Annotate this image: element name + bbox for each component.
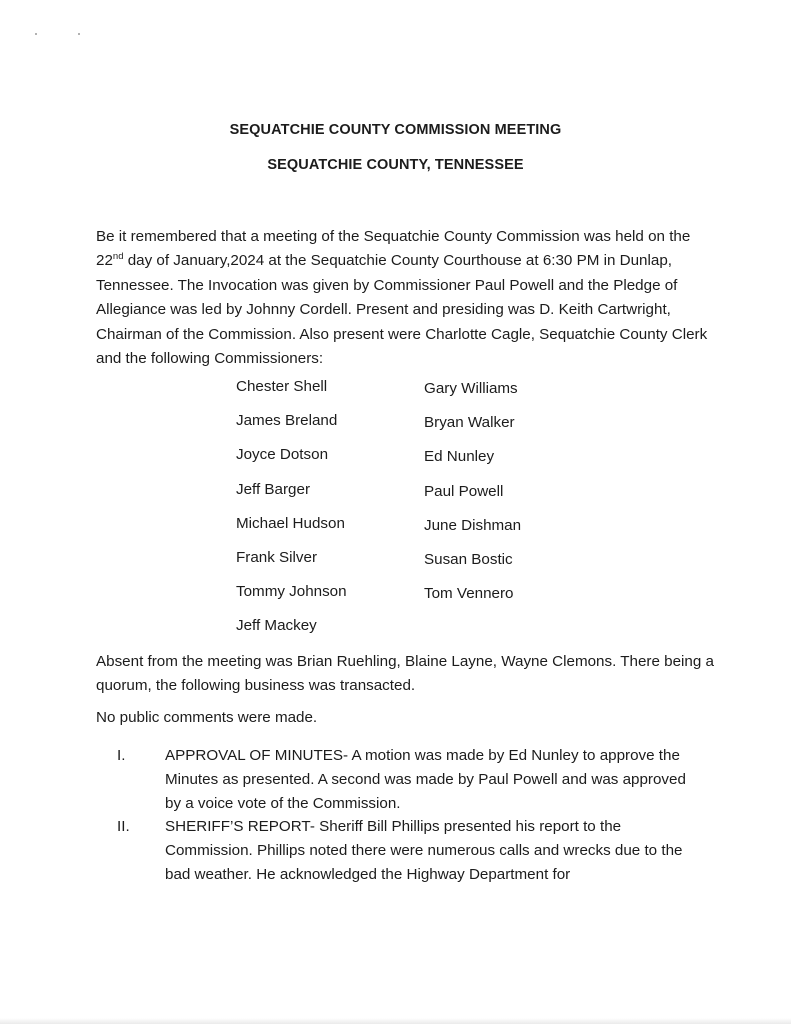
document-title: SEQUATCHIE COUNTY COMMISSION MEETING [229,122,562,138]
commissioner-name: Tommy Johnson [236,583,347,601]
commissioner-name: Frank Silver [236,548,318,566]
commissioner-column-left [236,375,347,649]
commissioner-name: Ed Nunley [424,448,495,466]
commissioner-name: James Breland [236,412,338,430]
commissioner-name: Chester Shell [236,378,328,395]
commissioner-name: Bryan Walker [424,414,515,432]
public-comments-paragraph: No public comments were made. [96,709,318,726]
ordinal-suffix: nd [112,251,124,263]
commissioner-name: Joyce Dotson [236,446,329,464]
absent-paragraph: Absent from the meeting was Brian Ruehling, Blaine Layne, Wayne Clemons. There being a quorum, the following business was transacted. [96,653,714,695]
scan-speck [35,33,37,35]
item-text: APPROVAL OF MINUTES- A motion was made by Ed Nunley to approve the Minutes as presented. A second was made by Paul Powell and was approved by a voice vote of the Commission. [165,747,686,812]
commissioner-name: Gary Williams [424,380,518,397]
item-text: SHERIFF’S REPORT- Sheriff Bill Phillips presented his report to the Commission. Phillips noted there were numerous calls and wrecks due to the bad weather. He acknowledged the Highway Department for [165,818,683,883]
intro-paragraph [96,225,716,371]
scan-bottom-edge [0,1018,791,1024]
commissioner-column-right [424,377,521,616]
intro-text-rest: day of January,2024 at the Sequatchie County Courthouse at 6:30 PM in Dunlap, Tennessee. The Invocation was given by Commissioner Paul Powell and the Pledge of Allegiance was led by Johnny Cordell. Present and presiding was D. Keith Cartwright, Chairman of the Commission. Also present were Charlotte Cagle, Sequatchie County Clerk and the following Commissioners: [96,252,708,368]
item-numeral: II. [117,818,130,835]
commissioner-name: June Dishman [424,516,522,534]
agenda-item-approval-of-minutes [117,744,717,814]
intro-text-start: Be it remembered that a meeting of the Sequatchie County Commission was held on the 22 [96,228,691,270]
document-subtitle: SEQUATCHIE COUNTY, TENNESSEE [267,157,524,173]
scan-speck [78,33,80,35]
agenda-item-sheriffs-report [117,815,717,887]
commissioner-name: Jeff Mackey [236,617,317,635]
commissioner-name: Susan Bostic [424,550,513,568]
commissioner-name: Jeff Barger [236,480,311,498]
commissioner-name: Tom Vennero [424,585,514,603]
item-numeral: I. [117,747,126,764]
commissioner-name: Michael Hudson [236,514,345,532]
commissioner-name: Paul Powell [424,482,504,500]
